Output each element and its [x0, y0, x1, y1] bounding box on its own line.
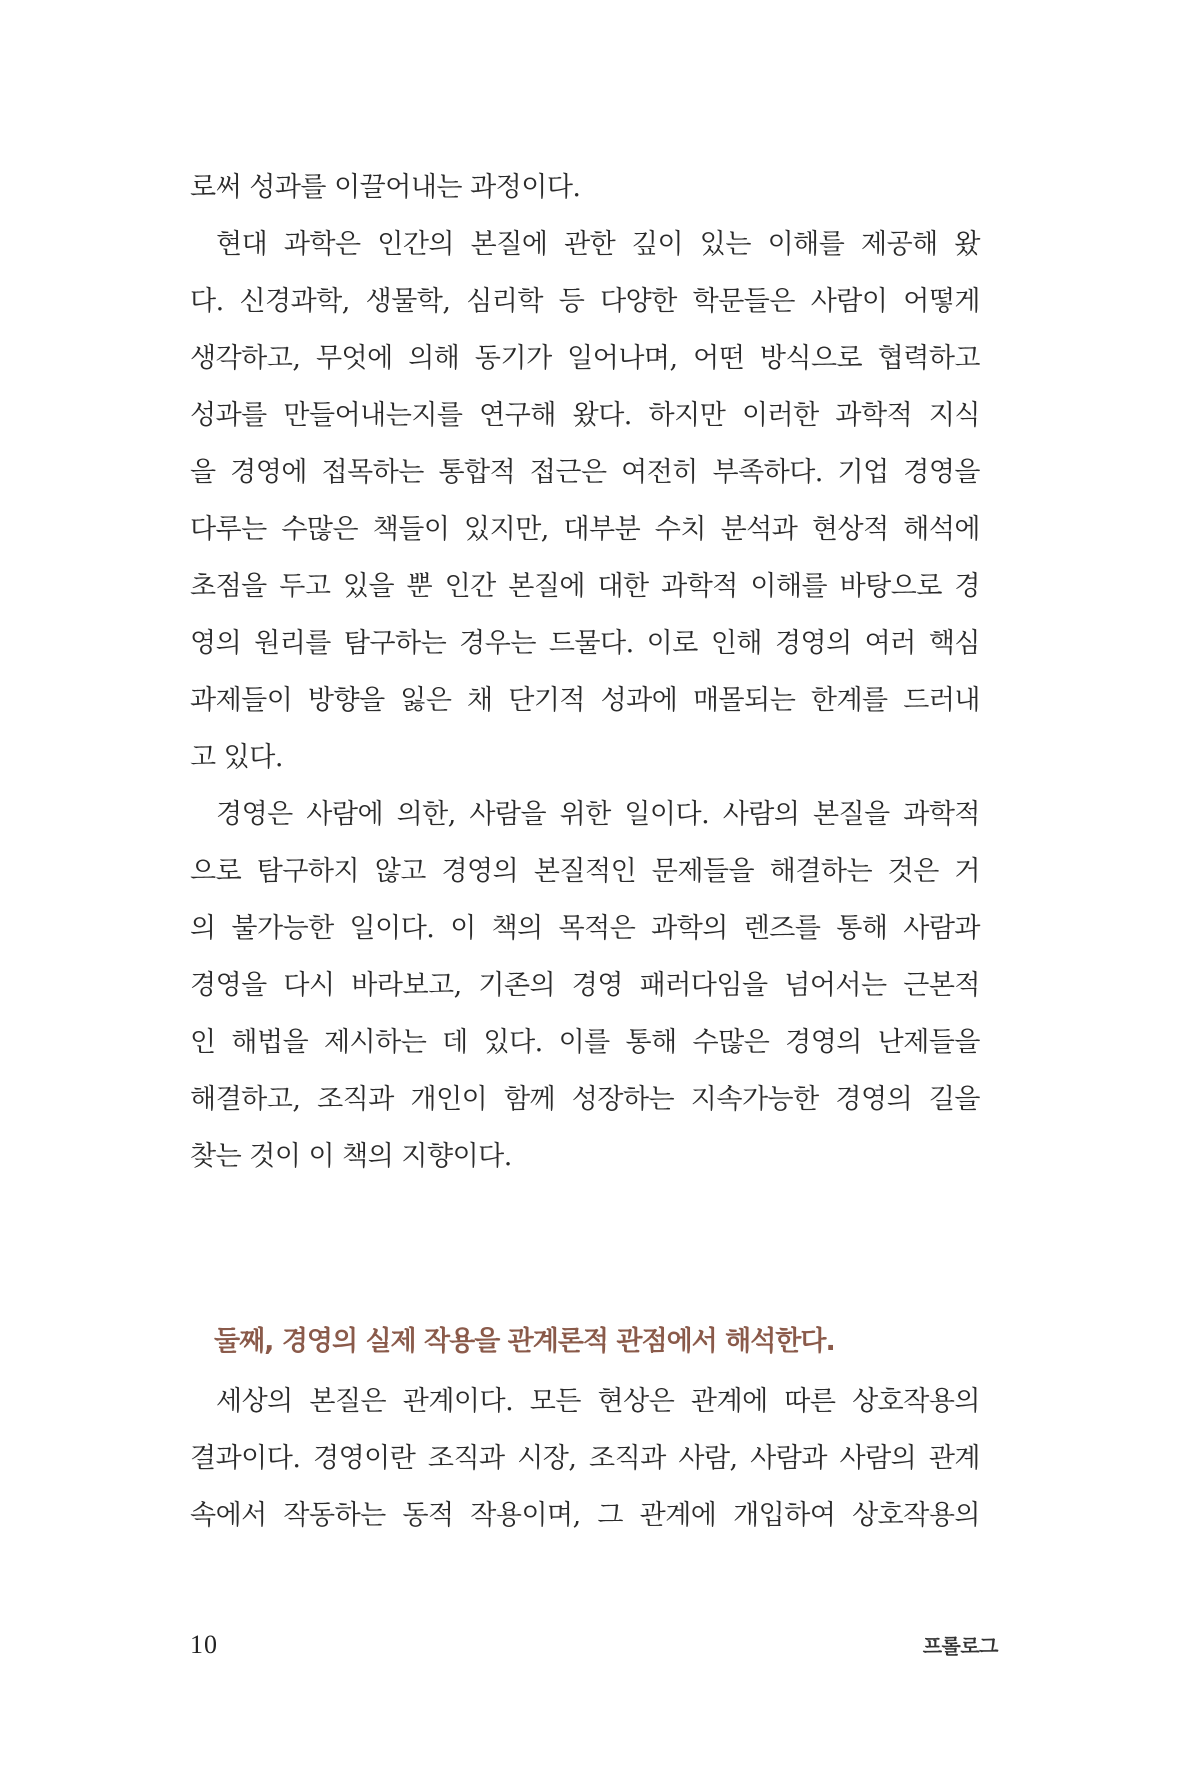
- body-line: 다. 신경과학, 생물학, 심리학 등 다양한 학문들은 사람이 어떻게: [190, 286, 980, 317]
- body-line: 초점을 두고 있을 뿐 인간 본질에 대한 과학적 이해를 바탕으로 경: [190, 571, 980, 602]
- body-line: 영의 원리를 탐구하는 경우는 드물다. 이로 인해 경영의 여러 핵심: [190, 628, 980, 659]
- body-line: 현대 과학은 인간의 본질에 관한 깊이 있는 이해를 제공해 왔: [216, 229, 980, 260]
- body-line: 의 불가능한 일이다. 이 책의 목적은 과학의 렌즈를 통해 사람과: [190, 913, 980, 944]
- body-line: 결과이다. 경영이란 조직과 시장, 조직과 사람, 사람과 사람의 관계: [190, 1443, 980, 1474]
- body-line: 생각하고, 무엇에 의해 동기가 일어나며, 어떤 방식으로 협력하고: [190, 343, 980, 374]
- body-line: 해결하고, 조직과 개인이 함께 성장하는 지속가능한 경영의 길을: [190, 1084, 980, 1115]
- body-line: 과제들이 방향을 잃은 채 단기적 성과에 매몰되는 한계를 드러내: [190, 685, 980, 716]
- body-line: 성과를 만들어내는지를 연구해 왔다. 하지만 이러한 과학적 지식: [190, 400, 980, 431]
- body-line: 다루는 수많은 책들이 있지만, 대부분 수치 분석과 현상적 해석에: [190, 514, 980, 545]
- body-line: 을 경영에 접목하는 통합적 접근은 여전히 부족하다. 기업 경영을: [190, 457, 980, 488]
- section-heading: 둘째, 경영의 실제 작용을 관계론적 관점에서 해석한다.: [214, 1326, 835, 1357]
- body-line: 인 해법을 제시하는 데 있다. 이를 통해 수많은 경영의 난제들을: [190, 1027, 980, 1058]
- body-line: 세상의 본질은 관계이다. 모든 현상은 관계에 따른 상호작용의: [216, 1386, 980, 1417]
- body-line: 경영을 다시 바라보고, 기존의 경영 패러다임을 넘어서는 근본적: [190, 970, 980, 1001]
- running-footer-title: 프롤로그: [922, 1634, 998, 1658]
- body-line: 경영은 사람에 의한, 사람을 위한 일이다. 사람의 본질을 과학적: [216, 799, 980, 830]
- body-line: 찾는 것이 이 책의 지향이다.: [190, 1141, 512, 1172]
- body-line: 으로 탐구하지 않고 경영의 본질적인 문제들을 해결하는 것은 거: [190, 856, 980, 887]
- page-number: 10: [190, 1630, 218, 1659]
- body-line: 고 있다.: [190, 742, 283, 773]
- body-line: 로써 성과를 이끌어내는 과정이다.: [190, 172, 581, 203]
- body-line: 속에서 작동하는 동적 작용이며, 그 관계에 개입하여 상호작용의: [190, 1500, 980, 1531]
